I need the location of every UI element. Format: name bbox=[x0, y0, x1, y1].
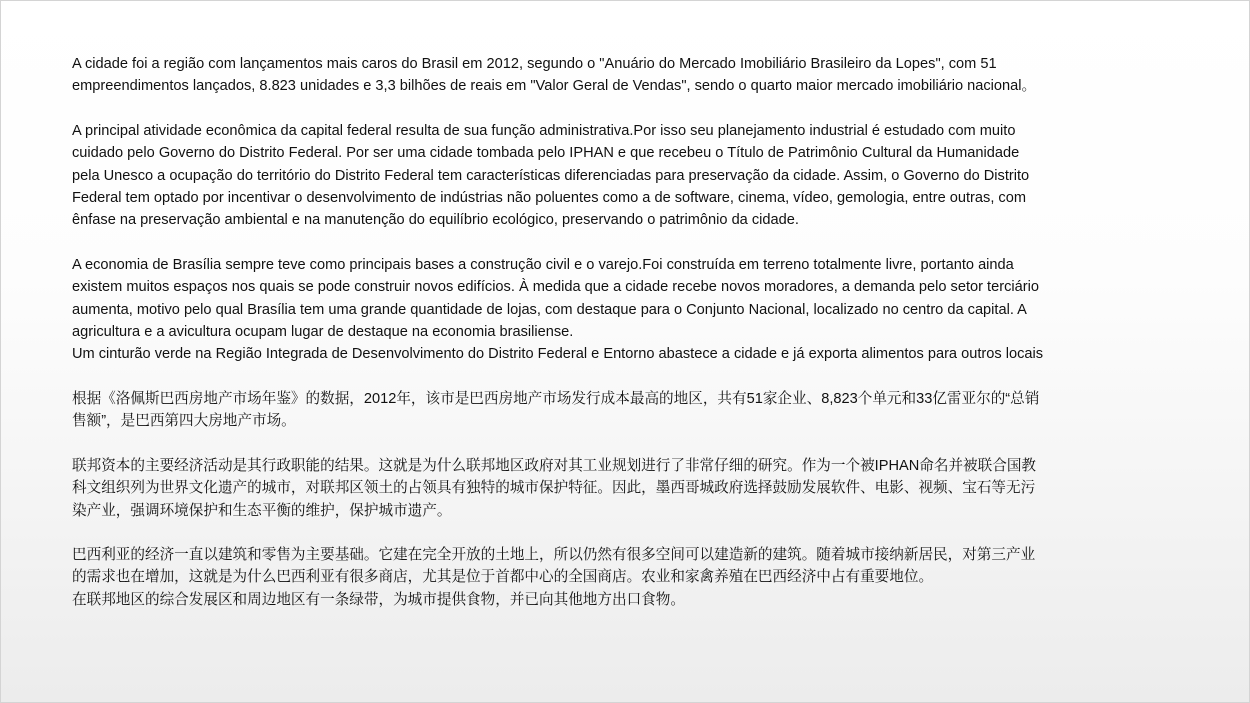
paragraph-pt-real-estate bbox=[72, 53, 1132, 98]
text-line: 巴西利亚的经济一直以建筑和零售为主要基础。它建在完全开放的土地上，所以仍然有很多空间可以建造新的建筑。随着城市接纳新居民，对第三产业 bbox=[72, 546, 1036, 563]
text-line: existem muitos espaços nos quais se pode construir novos edifícios. À medida que a cidade recebe novos moradores, a demanda pelo setor terciário bbox=[72, 279, 1039, 296]
text-line: Federal tem optado por incentivar o desenvolvimento de indústrias não poluentes como a de software, cinema, vídeo, gemologia, entre outras, com bbox=[72, 190, 1026, 207]
text-line: Um cinturão verde na Região Integrada de Desenvolvimento do Distrito Federal e Entorno abastece a cidade e já exporta alimentos para outros locais bbox=[72, 346, 1044, 363]
text-line: 染产业，强调环境保护和生态平衡的维护，保护城市遗产。 bbox=[72, 502, 452, 519]
paragraph-cn-real-estate bbox=[72, 388, 1132, 433]
paragraph-cn-economic-activity bbox=[72, 455, 1132, 522]
text-line: 售额”，是巴西第四大房地产市场。 bbox=[72, 413, 296, 430]
text-line: A economia de Brasília sempre teve como principais bases a construção civil e o varejo.Foi construída em terreno totalmente livre, portanto ainda bbox=[72, 256, 1014, 273]
text-line: empreendimentos lançados, 8.823 unidades e 3,3 bilhões de reais em "Valor Geral de Vendas", sendo o quarto maior mercado imobiliário nacional。 bbox=[72, 78, 1037, 95]
paragraph-pt-economy-bases bbox=[72, 254, 1132, 366]
text-line: 在联邦地区的综合发展区和周边地区有一条绿带，为城市提供食物，并已向其他地方出口食物。 bbox=[72, 591, 685, 608]
text-line: 的需求也在增加，这就是为什么巴西利亚有很多商店，尤其是位于首都中心的全国商店。农业和家禽养殖在巴西经济中占有重要地位。 bbox=[72, 569, 934, 586]
text-line: pela Unesco a ocupação do território do Distrito Federal tem características diferenciadas para preservação da cidade. Assim, o Governo do Distrito bbox=[72, 167, 1030, 184]
text-line: 科文组织列为世界文化遗产的城市，对联邦区领土的占领具有独特的城市保护特征。因此，墨西哥城政府选择鼓励发展软件、电影、视频、宝石等无污 bbox=[72, 480, 1036, 497]
text-body bbox=[72, 53, 1132, 633]
text-line: A cidade foi a região com lançamentos mais caros do Brasil em 2012, segundo o "Anuário do Mercado Imobiliário Brasileiro da Lopes", com 51 bbox=[72, 56, 997, 72]
text-line: cuidado pelo Governo do Distrito Federal. Por ser uma cidade tombada pelo IPHAN e que recebeu o Título de Patrimônio Cultural da Humanidade bbox=[72, 145, 1020, 162]
text-line: agricultura e a avicultura ocupam lugar de destaque na economia brasiliense. bbox=[72, 324, 574, 341]
paragraph-cn-economy-bases bbox=[72, 544, 1132, 611]
text-line: ênfase na preservação ambiental e na manutenção do equilíbrio ecológico, preservando o patrimônio da cidade. bbox=[72, 212, 799, 229]
paragraph-pt-economic-activity bbox=[72, 120, 1132, 232]
text-line: aumenta, motivo pelo qual Brasília tem uma grande quantidade de lojas, com destaque para o Conjunto Nacional, localizado no centro da capital. A bbox=[72, 301, 1027, 318]
text-line: A principal atividade econômica da capital federal resulta de sua função administrativa.Por isso seu planejamento industrial é estudado com muito bbox=[72, 122, 1016, 139]
text-line: 联邦资本的主要经济活动是其行政职能的结果。这就是为什么联邦地区政府对其工业规划进行了非常仔细的研究。作为一个被IPHAN命名并被联合国教 bbox=[72, 457, 1037, 474]
text-line: 根据《洛佩斯巴西房地产市场年鉴》的数据，2012年，该市是巴西房地产市场发行成本最高的地区，共有51家企业、8,823个单元和33亿雷亚尔的“总销 bbox=[72, 390, 1040, 407]
